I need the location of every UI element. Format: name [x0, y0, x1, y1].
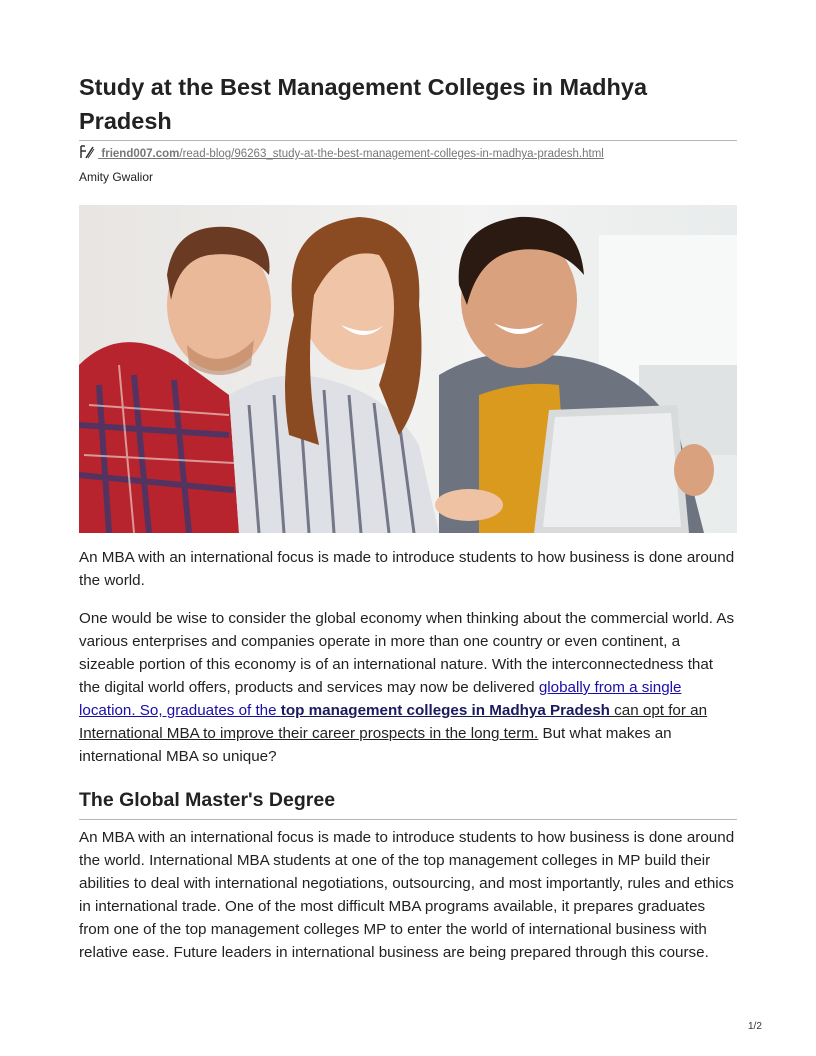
- section-paragraph: An MBA with an international focus is made to introduce students to how business is done around the world. International MBA students at one of the top management colleges in MP build their abilities to deal with international negotiations, outsourcing, and most importantly, rules and ethics in international trade. One of the most difficult MBA programs available, it prepares graduates from one of the top management colleges MP to enter the world of international business with relative ease. Future leaders in international business are being prepared through this course.: [79, 829, 735, 961]
- title-divider: [79, 140, 737, 141]
- pen-icon: [79, 145, 95, 159]
- hero-image: [79, 205, 737, 533]
- economy-paragraph: [79, 607, 737, 768]
- page-title: Study at the Best Management Colleges in Madhya Pradesh: [79, 74, 648, 134]
- source-link[interactable]: [98, 148, 604, 160]
- colleges-link-text-2: can opt for an International MBA to improve their career prospects in the long term.: [79, 702, 708, 742]
- colleges-link-text-1: globally from a single location. So, graduates of the: [79, 679, 682, 719]
- page-number: 1/2: [748, 1021, 762, 1032]
- source-path: /read-blog/96263_study-at-the-best-management-colleges-in-madhya-pradesh.html: [179, 148, 604, 160]
- author-name: Amity Gwalior: [79, 170, 154, 184]
- economy-question: But what makes an international MBA so unique?: [79, 725, 672, 765]
- section-heading: The Global Master's Degree: [79, 789, 336, 811]
- source-line: [79, 144, 604, 164]
- intro-paragraph: An MBA with an international focus is made to introduce students to how business is done around the world.: [79, 549, 735, 589]
- source-domain: friend007.com: [101, 148, 180, 160]
- colleges-link-keyword: top management colleges in Madhya Pradesh: [280, 702, 610, 719]
- section-divider: [79, 819, 737, 820]
- economy-text: One would be wise to consider the global economy when thinking about the commercial world. As various enterprises and companies operate in more than one country or even continent, a sizeable portion of this economy is of an international nature. With the interconnectedness that the digital world offers, products and services may now be delivered: [79, 610, 735, 696]
